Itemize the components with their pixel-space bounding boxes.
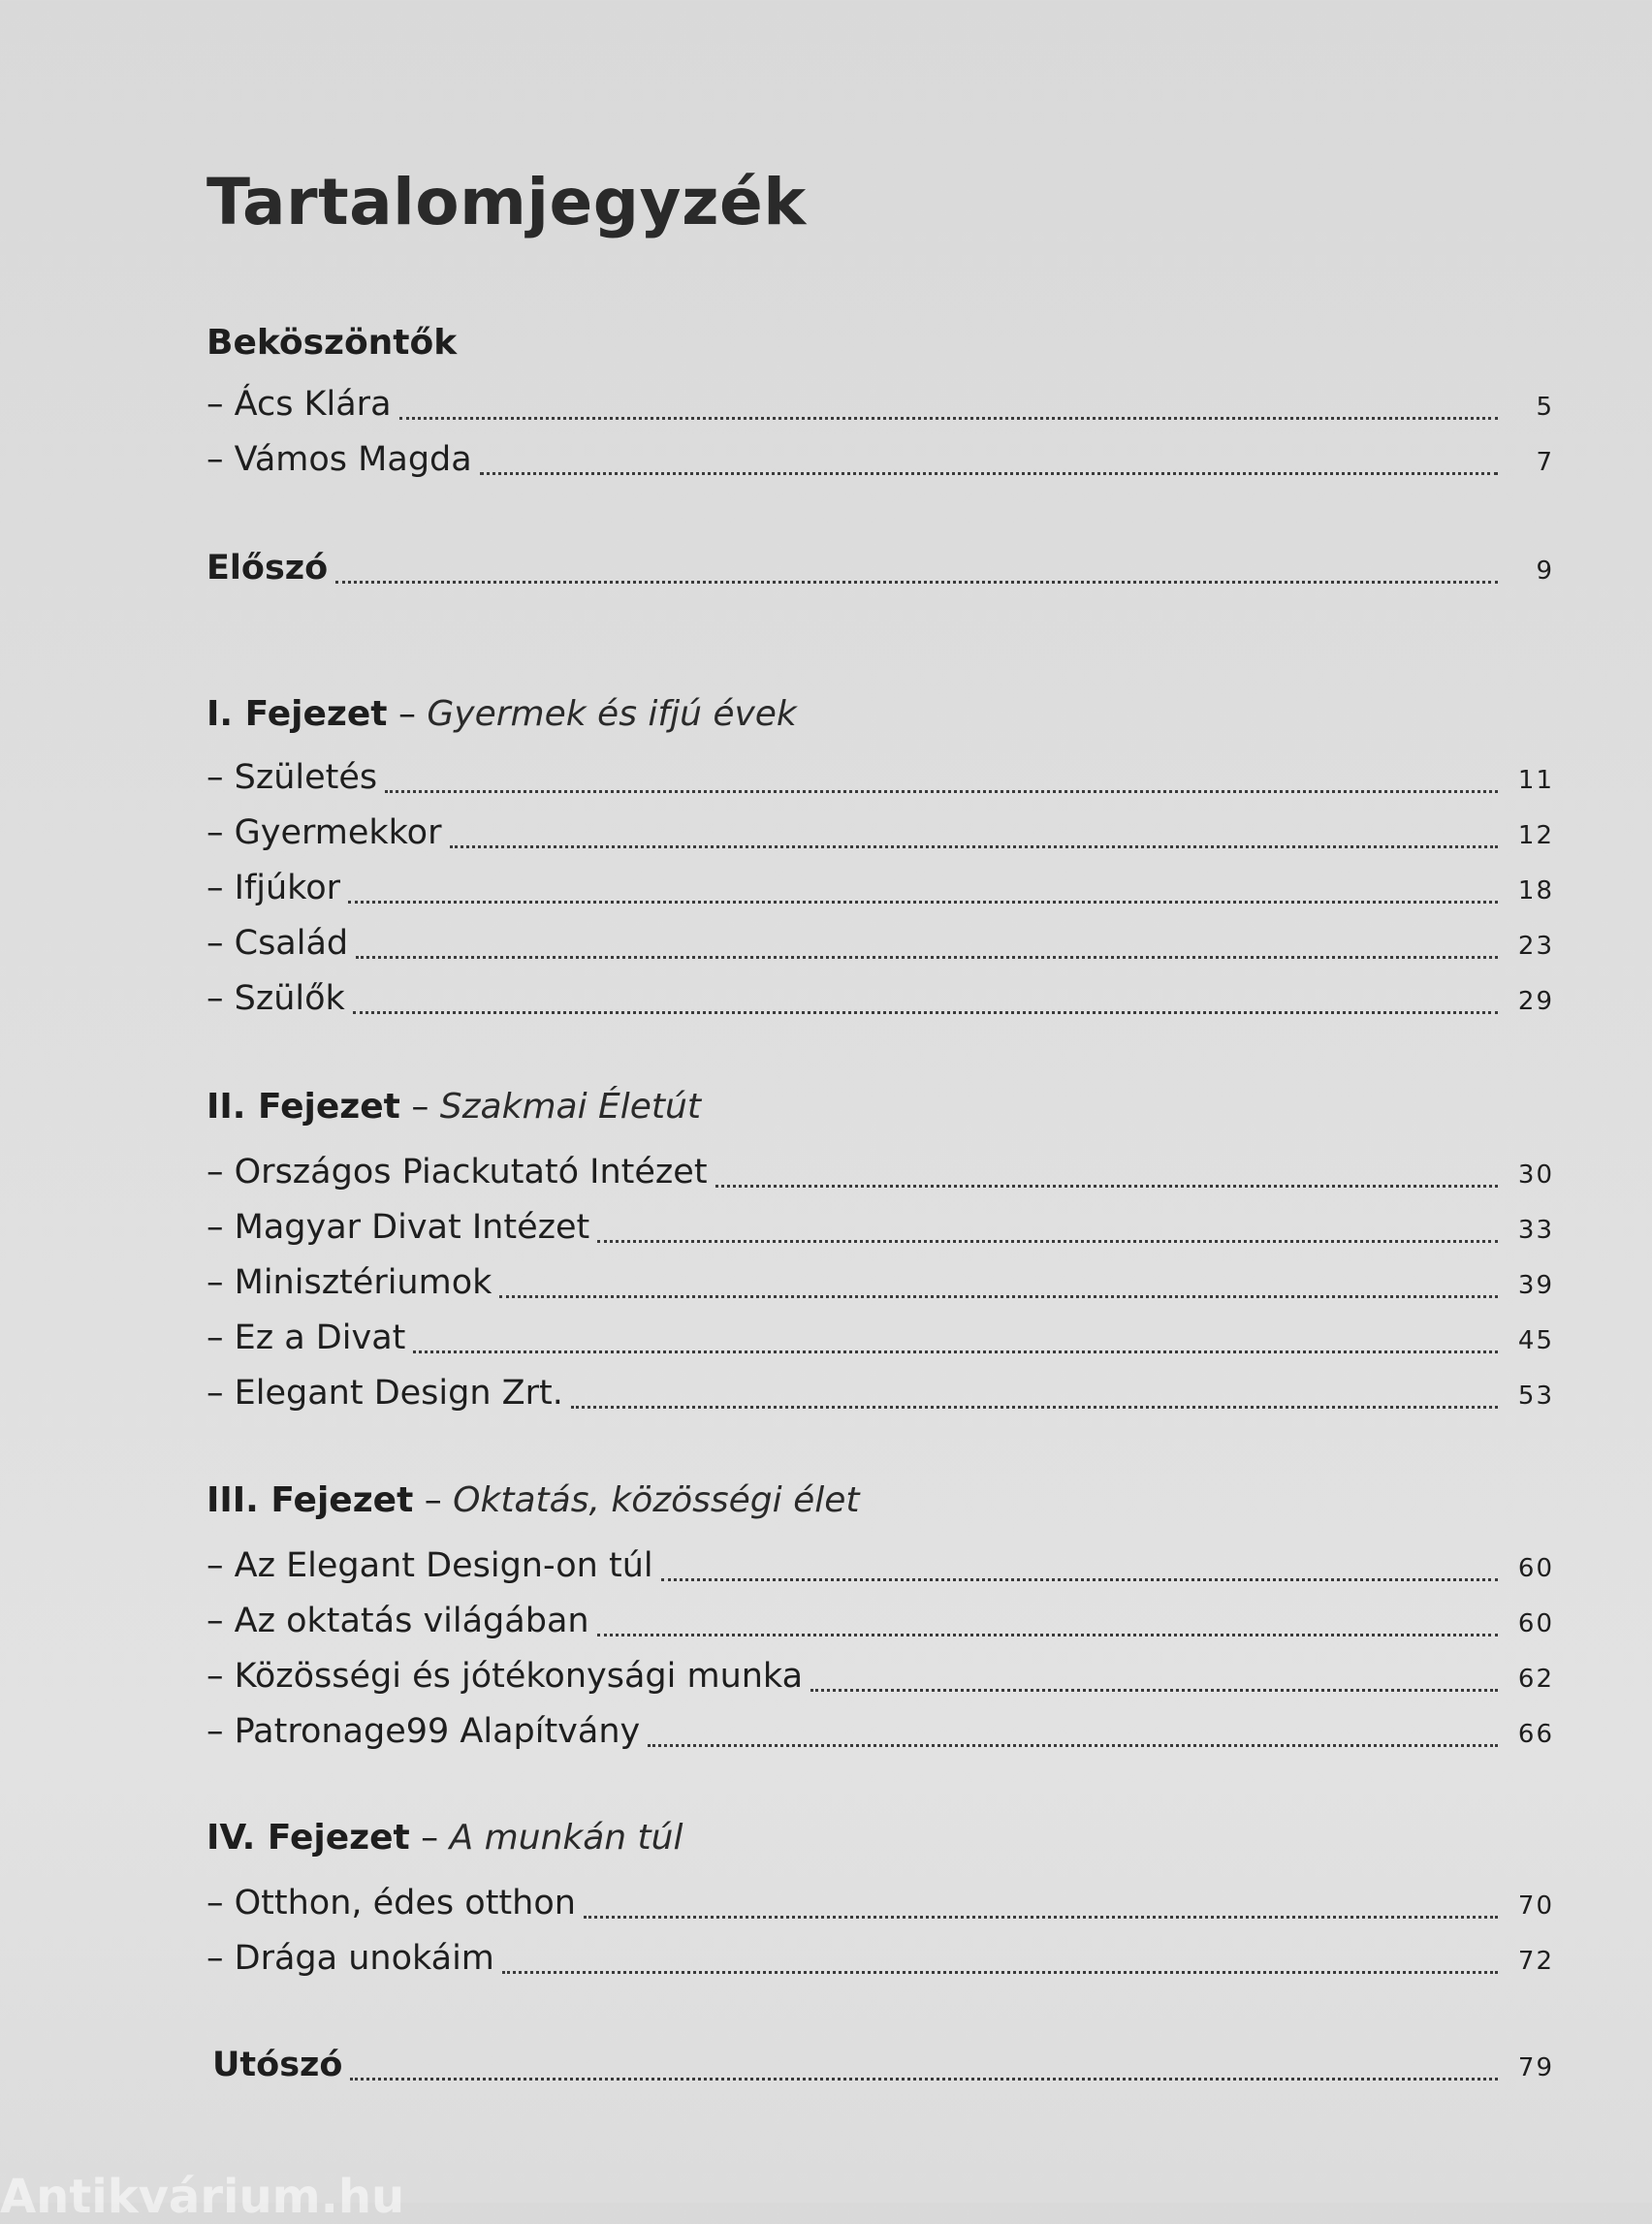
toc-entry[interactable] — [206, 813, 1554, 858]
toc-entry-label: – Az oktatás világában — [206, 1602, 589, 1640]
toc-entry-page: 79 — [1517, 2053, 1554, 2082]
toc-entry-page: 39 — [1517, 1271, 1554, 1300]
toc-entry[interactable] — [206, 979, 1554, 1024]
chapter-heading-3 — [206, 1480, 860, 1520]
chapter-number: III. Fejezet — [206, 1480, 414, 1520]
dot-leader — [480, 472, 1498, 475]
chapter-subtitle: A munkán túl — [449, 1818, 683, 1858]
dot-leader — [348, 901, 1498, 904]
dot-leader — [356, 956, 1498, 959]
dot-leader — [597, 1634, 1498, 1636]
toc-entry-page: 12 — [1517, 821, 1554, 850]
toc-entry[interactable] — [206, 1657, 1554, 1701]
chapter-dash: – — [399, 1087, 440, 1127]
toc-entry-page: 45 — [1517, 1326, 1554, 1355]
toc-entry-label: – Az Elegant Design-on túl — [206, 1546, 653, 1585]
toc-entry[interactable] — [206, 1602, 1554, 1646]
toc-entry-page: 9 — [1536, 556, 1554, 586]
toc-entry[interactable] — [206, 1374, 1554, 1418]
toc-entry-label: Előszó — [206, 549, 329, 588]
toc-entry-page: 23 — [1517, 932, 1554, 961]
toc-entry-page: 60 — [1517, 1554, 1554, 1583]
chapter-heading-1 — [206, 694, 797, 734]
chapter-subtitle: Szakmai Életút — [439, 1087, 701, 1127]
toc-entry-label: – Elegant Design Zrt. — [206, 1374, 563, 1413]
toc-entry-page: 53 — [1517, 1382, 1554, 1411]
toc-entry-page: 5 — [1536, 393, 1554, 422]
chapter-heading-4 — [206, 1818, 683, 1858]
toc-entry-label: Utószó — [212, 2046, 343, 2084]
watermark: Antikvárium.hu — [0, 2170, 405, 2224]
dot-leader — [399, 417, 1498, 420]
toc-entry[interactable] — [206, 924, 1554, 969]
toc-entry-eloszo[interactable] — [206, 549, 1554, 593]
toc-entry-utoszo[interactable] — [212, 2046, 1554, 2090]
toc-entry-label: – Ez a Divat — [206, 1319, 406, 1357]
toc-entry[interactable] — [206, 1208, 1554, 1253]
chapter-dash: – — [413, 1480, 454, 1520]
toc-entry[interactable] — [206, 385, 1554, 429]
toc-entry-label: – Ács Klára — [206, 385, 392, 424]
toc-entry-label: – Vámos Magda — [206, 440, 472, 479]
toc-entry[interactable] — [206, 1939, 1554, 1984]
dot-leader — [810, 1689, 1498, 1692]
toc-entry-label: – Szülők — [206, 979, 345, 1018]
chapter-heading-2 — [206, 1087, 701, 1127]
chapter-subtitle: Gyermek és ifjú évek — [427, 694, 797, 734]
toc-entry-label: – Születés — [206, 758, 378, 797]
toc-entry-page: 72 — [1517, 1947, 1554, 1976]
section-heading-bekoszontok: Beköszöntők — [206, 323, 458, 363]
toc-entry[interactable] — [206, 1153, 1554, 1197]
dot-leader — [335, 581, 1498, 584]
dot-leader — [584, 1916, 1498, 1919]
toc-entry-label: – Család — [206, 924, 349, 963]
page-title: Tartalomjegyzék — [206, 165, 807, 239]
dot-leader — [661, 1578, 1498, 1581]
toc-entry-page: 70 — [1517, 1891, 1554, 1921]
toc-entry[interactable] — [206, 1712, 1554, 1757]
toc-entry[interactable] — [206, 1319, 1554, 1363]
chapter-dash: – — [409, 1818, 450, 1858]
dot-leader — [385, 790, 1498, 793]
toc-entry-label: – Drága unokáim — [206, 1939, 494, 1978]
chapter-subtitle: Oktatás, közösségi élet — [453, 1480, 860, 1520]
toc-entry-label: – Közösségi és jótékonysági munka — [206, 1657, 804, 1696]
toc-entry-label: – Magyar Divat Intézet — [206, 1208, 590, 1247]
dot-leader — [715, 1185, 1498, 1188]
chapter-dash: – — [387, 694, 428, 734]
toc-entry[interactable] — [206, 869, 1554, 913]
toc-entry-page: 11 — [1517, 766, 1554, 795]
toc-entry-label: – Ifjúkor — [206, 869, 341, 907]
dot-leader — [597, 1240, 1498, 1243]
toc-entry-page: 18 — [1517, 876, 1554, 905]
toc-entry-page: 66 — [1517, 1720, 1554, 1749]
toc-entry-page: 62 — [1517, 1665, 1554, 1694]
toc-entry-label: – Patronage99 Alapítvány — [206, 1712, 641, 1751]
dot-leader — [350, 2078, 1498, 2081]
dot-leader — [499, 1295, 1498, 1298]
dot-leader — [413, 1350, 1498, 1353]
toc-entry-label: – Otthon, édes otthon — [206, 1884, 576, 1922]
chapter-number: I. Fejezet — [206, 694, 388, 734]
toc-entry-page: 29 — [1517, 987, 1554, 1016]
toc-entry-page: 7 — [1536, 448, 1554, 477]
toc-entry-page: 30 — [1517, 1160, 1554, 1190]
toc-entry[interactable] — [206, 1546, 1554, 1591]
toc-entry-page: 60 — [1517, 1609, 1554, 1638]
dot-leader — [353, 1011, 1498, 1014]
dot-leader — [571, 1406, 1498, 1409]
toc-entry-page: 33 — [1517, 1216, 1554, 1245]
toc-entry[interactable] — [206, 440, 1554, 485]
dot-leader — [502, 1971, 1498, 1974]
toc-entry-label: – Országos Piackutató Intézet — [206, 1153, 708, 1191]
toc-entry-label: – Gyermekkor — [206, 813, 442, 852]
toc-entry[interactable] — [206, 1884, 1554, 1928]
chapter-number: II. Fejezet — [206, 1087, 400, 1127]
chapter-number: IV. Fejezet — [206, 1818, 410, 1858]
toc-entry[interactable] — [206, 758, 1554, 803]
dot-leader — [450, 845, 1499, 848]
toc-entry[interactable] — [206, 1263, 1554, 1308]
toc-entry-label: – Minisztériumok — [206, 1263, 492, 1302]
dot-leader — [648, 1744, 1498, 1747]
